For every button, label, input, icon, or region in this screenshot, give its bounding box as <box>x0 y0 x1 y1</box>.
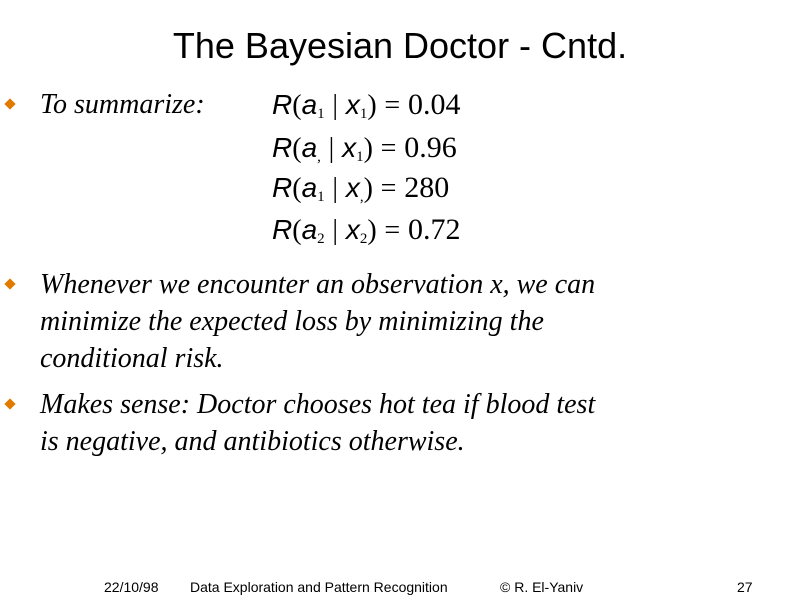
risk-equation <box>272 168 449 208</box>
eq-bar: | <box>332 90 339 121</box>
eq-func: R <box>272 89 293 120</box>
eq-action-sub: , <box>317 149 321 165</box>
eq-obs-sub: 1 <box>359 106 368 122</box>
bullet-text-line: conditional risk. <box>40 343 224 374</box>
eq-action-sub: 1 <box>317 106 325 122</box>
footer-author: © R. El-Yaniv <box>500 579 584 595</box>
eq-bar: | <box>332 215 339 246</box>
eq-open: ( <box>292 133 302 164</box>
eq-action: a <box>301 214 318 245</box>
eq-obs: x <box>345 214 360 245</box>
eq-equals: = <box>380 173 397 204</box>
eq-func: R <box>272 214 293 245</box>
eq-action: a <box>301 89 318 120</box>
eq-bar: | <box>332 173 339 204</box>
bullet-text-line: minimize the expected loss by minimizing the <box>40 306 544 337</box>
orange-diamond-bullet-icon <box>4 398 15 409</box>
eq-action-sub: 1 <box>317 189 325 205</box>
eq-func: R <box>272 132 293 163</box>
eq-equals: = <box>384 215 401 246</box>
eq-close: ) <box>363 133 373 164</box>
bullet-text-summarize: To summarize: <box>40 89 205 120</box>
eq-obs-sub: , <box>359 189 364 205</box>
eq-equals: = <box>384 90 401 121</box>
eq-func: R <box>272 172 293 203</box>
bullet-text-line: Whenever we encounter an observation x, we can <box>40 269 596 300</box>
eq-close: ) <box>363 173 373 204</box>
eq-value: 280 <box>404 171 450 204</box>
eq-close: ) <box>367 90 377 121</box>
eq-open: ( <box>292 90 302 121</box>
footer-page-number: 27 <box>737 579 753 595</box>
eq-value: 0.96 <box>404 131 457 164</box>
footer-date: 22/10/98 <box>104 579 159 595</box>
risk-equation <box>272 85 461 125</box>
eq-close: ) <box>367 215 377 246</box>
bullet-text-line: Makes sense: Doctor chooses hot tea if blood test <box>40 389 596 420</box>
slide-title: The Bayesian Doctor - Cntd. <box>172 25 628 66</box>
orange-diamond-bullet-icon <box>4 98 15 109</box>
bullet-text-line: is negative, and antibiotics otherwise. <box>40 426 465 457</box>
eq-obs: x <box>345 89 360 120</box>
eq-obs: x <box>345 172 360 203</box>
orange-diamond-bullet-icon <box>4 278 15 289</box>
eq-obs: x <box>342 132 357 163</box>
eq-value: 0.04 <box>408 88 461 121</box>
risk-equation <box>272 128 457 168</box>
risk-equation <box>272 210 461 250</box>
eq-action: a <box>301 132 318 163</box>
eq-equals: = <box>380 133 397 164</box>
eq-action: a <box>301 172 318 203</box>
eq-bar: | <box>328 133 335 164</box>
footer-course: Data Exploration and Pattern Recognition <box>190 579 448 595</box>
eq-open: ( <box>292 215 302 246</box>
eq-obs-sub: 1 <box>356 149 364 165</box>
eq-obs-sub: 2 <box>359 231 368 247</box>
eq-value: 0.72 <box>408 213 461 246</box>
eq-action-sub: 2 <box>317 231 325 247</box>
eq-open: ( <box>292 173 302 204</box>
